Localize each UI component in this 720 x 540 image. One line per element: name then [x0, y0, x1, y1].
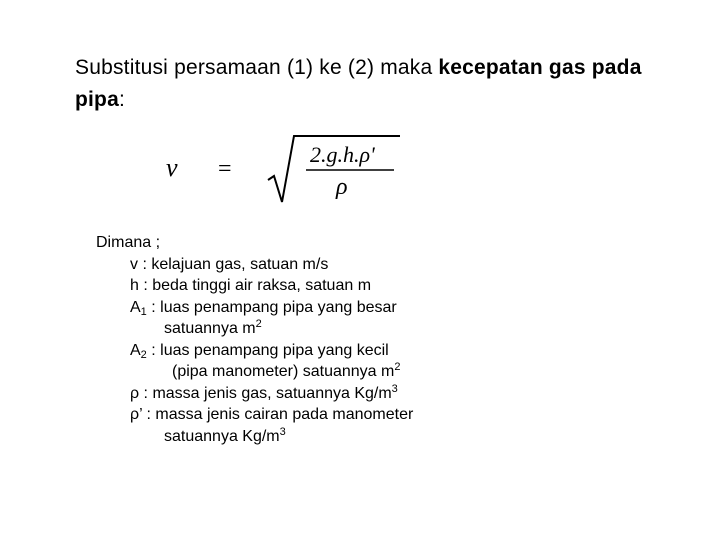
definitions-intro: Dimana ;	[96, 234, 161, 251]
definition-h: h : beda tinggi air raksa, satuan m	[130, 277, 372, 294]
heading-end: :	[118, 88, 126, 111]
definition-rho	[96, 383, 616, 405]
a2-subscript: 2	[140, 348, 147, 361]
definition-rho-prime: ρ’ : massa jenis cairan pada manometer	[130, 406, 414, 423]
a1-subscript: 1	[140, 305, 147, 318]
velocity-formula	[160, 128, 420, 208]
formula-graphic	[160, 128, 420, 208]
a1-text: : luas penampang pipa yang besar	[146, 298, 397, 316]
rho-prime-cont-text: satuannya Kg/m	[164, 427, 280, 445]
formula-lhs: v	[166, 153, 178, 182]
heading-plain: Substitusi persamaan (1) ke (2) maka	[75, 56, 439, 79]
rho-sup: 3	[391, 382, 398, 395]
formula-equals: =	[218, 156, 232, 182]
definition-rho-prime-cont	[96, 426, 616, 448]
a2-symbol: A	[130, 341, 141, 359]
heading-text	[75, 52, 675, 116]
definition-a2	[96, 340, 616, 362]
formula-denominator: ρ	[336, 174, 348, 200]
a2-text: : luas penampang pipa yang kecil	[146, 341, 389, 359]
formula-numerator: 2.g.h.ρ'	[310, 142, 375, 167]
a1-cont-text: satuannya m	[164, 320, 256, 337]
definition-v: v : kelajuan gas, satuan m/s	[130, 255, 329, 273]
definition-a1	[96, 297, 616, 319]
definition-a2-cont	[96, 361, 616, 383]
rho-prime-cont-sup: 3	[279, 425, 286, 438]
a1-cont-sup: 2	[255, 318, 262, 330]
definitions-block	[96, 232, 616, 447]
rho-text: ρ : massa jenis gas, satuannya Kg/m	[130, 384, 392, 402]
definition-a1-cont	[96, 318, 616, 340]
a2-cont-text: (pipa manometer) satuannya m	[172, 363, 395, 380]
a2-cont-sup: 2	[394, 361, 401, 373]
a1-symbol: A	[130, 298, 141, 316]
heading-bold: kecepatan gas pada pipa	[75, 56, 642, 111]
